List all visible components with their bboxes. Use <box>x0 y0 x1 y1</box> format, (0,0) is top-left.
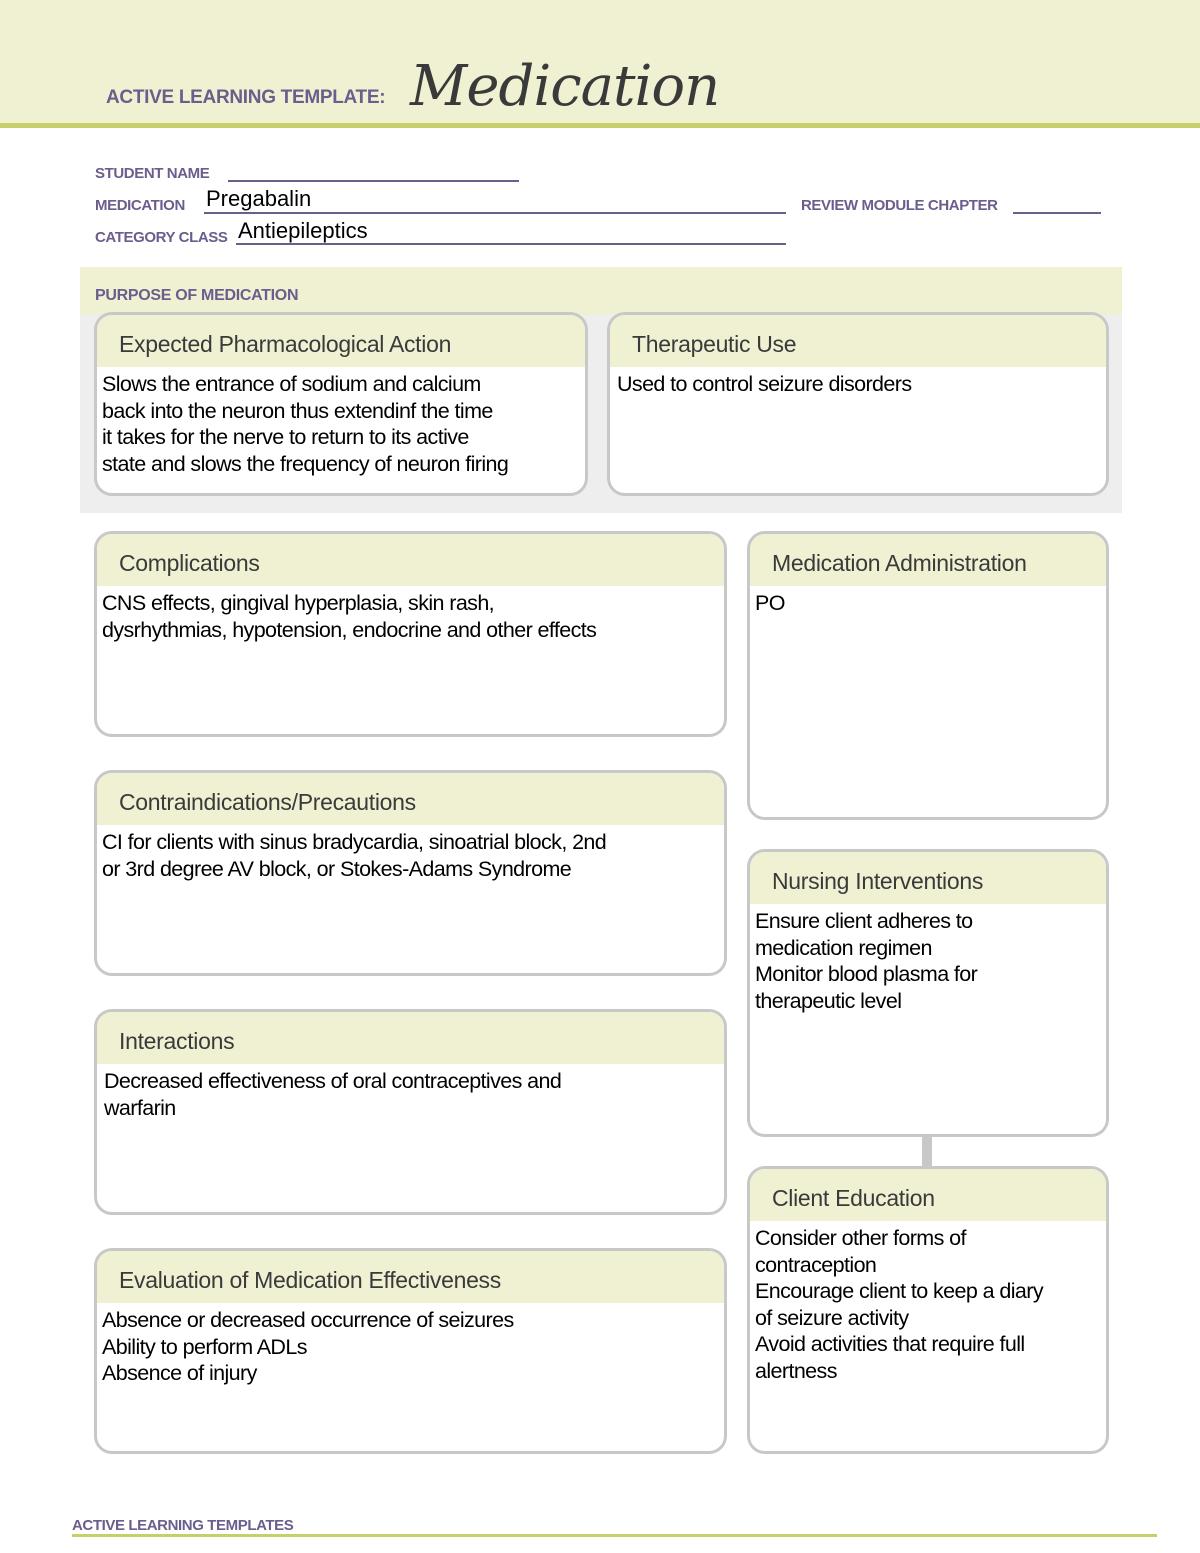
client-education-title: Client Education <box>750 1169 1106 1221</box>
complications-title: Complications <box>97 534 724 586</box>
box-connector <box>922 1136 932 1167</box>
text-line: dysrhythmias, hypotension, endocrine and other effects <box>102 617 597 642</box>
text-line: therapeutic level <box>755 988 902 1013</box>
interactions-title: Interactions <box>97 1012 724 1064</box>
student-name-label: STUDENT NAME <box>95 165 210 182</box>
text-line: CNS effects, gingival hyperplasia, skin rash, <box>102 591 495 615</box>
complications-text[interactable] <box>97 586 724 643</box>
pharm-action-text[interactable] <box>97 367 585 477</box>
nursing-interventions-title: Nursing Interventions <box>750 852 1106 904</box>
evaluation-title: Evaluation of Medication Effectiveness <box>97 1251 724 1303</box>
complications-box <box>94 531 727 737</box>
therapeutic-use-title: Therapeutic Use <box>610 315 1106 367</box>
medication-field[interactable]: Pregabalin <box>206 186 312 211</box>
client-education-text[interactable] <box>750 1221 1106 1384</box>
med-admin-box <box>747 531 1109 820</box>
student-name-line <box>228 180 519 182</box>
text-line: Ability to perform ADLs <box>102 1334 307 1359</box>
text-line: or 3rd degree AV block, or Stokes-Adams Syndrome <box>102 856 572 881</box>
text-line: Absence or decreased occurrence of seizures <box>102 1308 514 1332</box>
review-module-label: REVIEW MODULE CHAPTER <box>801 197 998 214</box>
text-line: warfarin <box>104 1095 176 1120</box>
text-line: Slows the entrance of sodium and calcium <box>102 372 481 396</box>
text-line: back into the neuron thus extendinf the time <box>102 398 493 423</box>
text-line: it takes for the nerve to return to its active <box>102 425 469 449</box>
nursing-interventions-box <box>747 849 1109 1137</box>
text-line: state and slows the frequency of neuron firing <box>102 451 509 476</box>
category-class-field[interactable]: Antiepileptics <box>238 218 368 243</box>
therapeutic-use-text[interactable] <box>610 367 1106 398</box>
contraindications-title: Contraindications/Precautions <box>97 773 724 825</box>
contraindications-text[interactable] <box>97 825 724 882</box>
footer-rule <box>72 1534 1157 1537</box>
therapeutic-use-box <box>607 312 1109 496</box>
header-rule <box>0 123 1200 128</box>
text-line: Absence of injury <box>102 1361 257 1385</box>
page-title: Medication <box>410 54 720 119</box>
review-module-line <box>1013 212 1101 214</box>
pharm-action-box <box>94 312 588 496</box>
nursing-interventions-text[interactable] <box>750 904 1106 1014</box>
text-line: PO <box>755 591 785 615</box>
evaluation-text[interactable] <box>97 1303 724 1387</box>
interactions-text[interactable] <box>97 1064 724 1121</box>
template-label: ACTIVE LEARNING TEMPLATE: <box>106 87 386 108</box>
purpose-label: PURPOSE OF MEDICATION <box>95 287 299 304</box>
evaluation-box <box>94 1248 727 1454</box>
text-line: Consider other forms of <box>755 1226 966 1250</box>
contraindications-box <box>94 770 727 976</box>
footer-label: ACTIVE LEARNING TEMPLATES <box>72 1517 294 1534</box>
text-line: CI for clients with sinus bradycardia, sinoatrial block, 2nd <box>102 830 607 854</box>
text-line: Decreased effectiveness of oral contraceptives and <box>104 1069 562 1093</box>
text-line: alertness <box>755 1358 837 1383</box>
text-line: Ensure client adheres to <box>755 909 973 933</box>
text-line: contraception <box>755 1252 877 1277</box>
text-line: of seizure activity <box>755 1305 909 1330</box>
category-class-label: CATEGORY CLASS <box>95 229 228 246</box>
medication-line <box>204 212 786 214</box>
pharm-action-title: Expected Pharmacological Action <box>97 315 585 367</box>
med-admin-text[interactable] <box>750 586 1106 617</box>
text-line: medication regimen <box>755 935 932 960</box>
client-education-box <box>747 1166 1109 1454</box>
text-line: Avoid activities that require full <box>755 1332 1025 1356</box>
text-line: Monitor blood plasma for <box>755 962 978 986</box>
med-admin-title: Medication Administration <box>750 534 1106 586</box>
medication-label: MEDICATION <box>95 197 185 214</box>
text-line: Encourage client to keep a diary <box>755 1279 1043 1303</box>
interactions-box <box>94 1009 727 1215</box>
text-line: Used to control seizure disorders <box>617 372 912 396</box>
